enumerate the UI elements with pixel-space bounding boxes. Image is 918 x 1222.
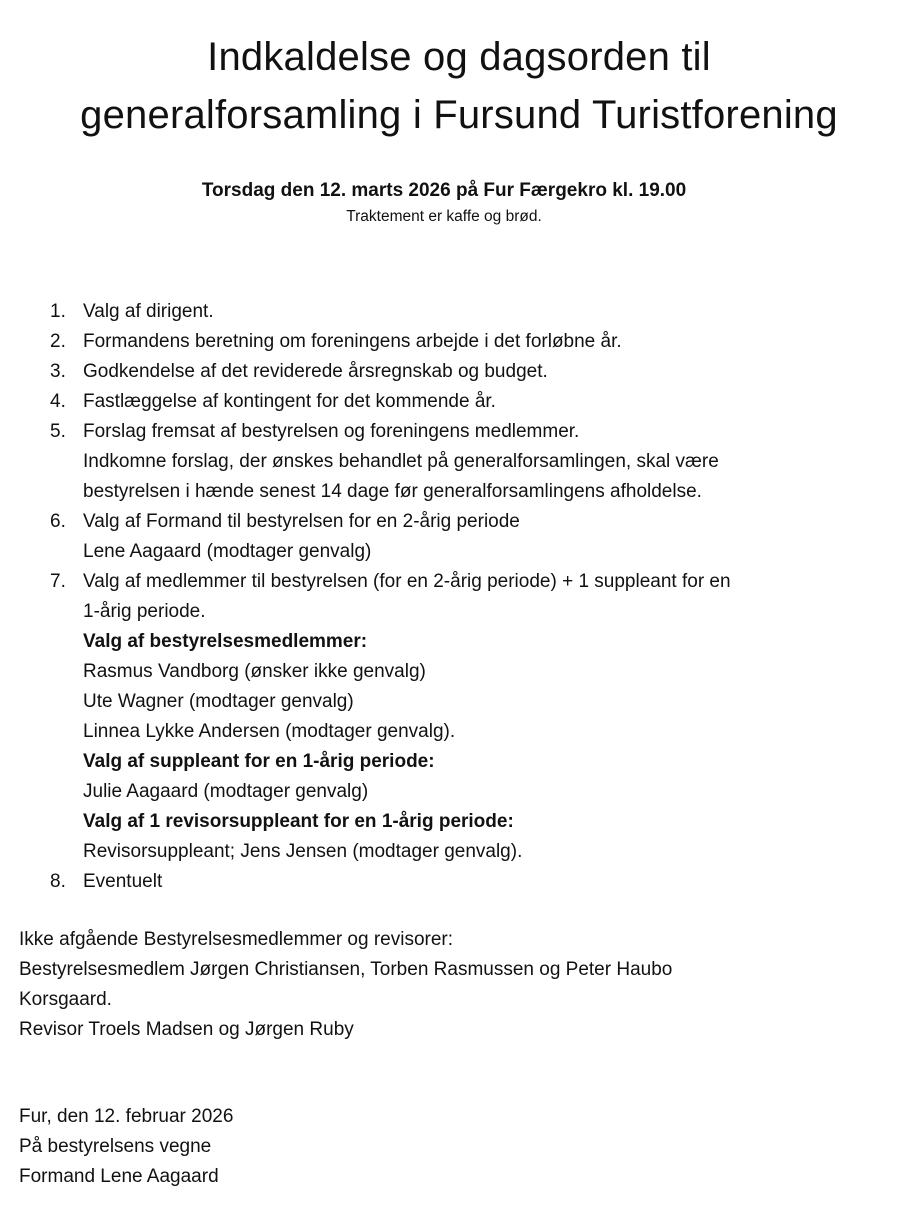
document-title (0, 28, 918, 144)
agenda-item-text: Ute Wagner (modtager genvalg) (83, 691, 354, 712)
continuing-auditors: Revisor Troels Madsen og Jørgen Ruby (19, 1019, 354, 1040)
agenda-item (50, 297, 880, 327)
agenda-item-number: 8. (50, 871, 66, 892)
agenda-item (50, 867, 880, 897)
agenda-item-text: Valg af Formand til bestyrelsen for en 2-årig periode (83, 511, 520, 532)
meeting-date-location: Torsdag den 12. marts 2026 på Fur Færgekro kl. 19.00 (201, 180, 687, 201)
continuing-board-members-line-2: Korsgaard. (19, 989, 112, 1010)
continuing-members-section (19, 925, 879, 1045)
agenda-item-number: 7. (50, 571, 66, 592)
agenda-item-text: Fastlæggelse af kontingent for det kommende år. (83, 391, 496, 412)
agenda-item-text: bestyrelsen i hænde senest 14 dage før generalforsamlingens afholdelse. (83, 481, 702, 502)
agenda-item-number: 3. (50, 361, 66, 382)
signature-signer: Formand Lene Aagaard (19, 1166, 219, 1187)
refreshments-note: Traktement er kaffe og brød. (346, 208, 542, 225)
agenda-item-number: 2. (50, 331, 66, 352)
agenda-item-text: Valg af medlemmer til bestyrelsen (for en 2-årig periode) + 1 suppleant for en (83, 571, 731, 592)
agenda-item-text: Eventuelt (83, 871, 163, 892)
title-line-1: Indkaldelse og dagsorden til (207, 35, 711, 79)
agenda-subheading: Valg af bestyrelsesmedlemmer: (83, 631, 368, 652)
signature-block (19, 1102, 879, 1192)
agenda-subheading: Valg af 1 revisorsuppleant for en 1-årig periode: (83, 811, 514, 832)
agenda-item (50, 327, 880, 357)
title-line-2: generalforsamling i Fursund Turistforening (80, 93, 838, 137)
agenda-item-number: 1. (50, 301, 66, 322)
agenda-item (50, 357, 880, 387)
agenda-item-number: 6. (50, 511, 66, 532)
agenda-item-number: 5. (50, 421, 66, 442)
agenda-item (50, 387, 880, 417)
continuing-board-members-line-1: Bestyrelsesmedlem Jørgen Christiansen, Torben Rasmussen og Peter Haubo (19, 959, 673, 980)
agenda-item-number: 4. (50, 391, 66, 412)
signature-on-behalf: På bestyrelsens vegne (19, 1136, 212, 1157)
agenda-item (50, 417, 880, 507)
agenda-item-text: Revisorsuppleant; Jens Jensen (modtager genvalg). (83, 841, 523, 862)
agenda-item-text: Godkendelse af det reviderede årsregnskab og budget. (83, 361, 548, 382)
agenda-item-text: Indkomne forslag, der ønskes behandlet på generalforsamlingen, skal være (83, 451, 719, 472)
signature-place-date: Fur, den 12. februar 2026 (19, 1106, 234, 1127)
agenda-item-text: Lene Aagaard (modtager genvalg) (83, 541, 372, 562)
agenda-item-text: Rasmus Vandborg (ønsker ikke genvalg) (83, 661, 426, 682)
agenda-item-text: Julie Aagaard (modtager genvalg) (83, 781, 369, 802)
agenda-subheading: Valg af suppleant for en 1-årig periode: (83, 751, 435, 772)
agenda-item (50, 567, 880, 867)
agenda-item-text: Linnea Lykke Andersen (modtager genvalg). (83, 721, 456, 742)
agenda-item-text: Forslag fremsat af bestyrelsen og foreningens medlemmer. (83, 421, 580, 442)
agenda-item-text: Valg af dirigent. (83, 301, 214, 322)
agenda-item (50, 507, 880, 567)
continuing-members-heading: Ikke afgående Bestyrelsesmedlemmer og revisorer: (19, 929, 454, 950)
agenda-item-text: 1-årig periode. (83, 601, 206, 622)
agenda-item-text: Formandens beretning om foreningens arbejde i det forløbne år. (83, 331, 622, 352)
agenda-list (50, 297, 880, 897)
